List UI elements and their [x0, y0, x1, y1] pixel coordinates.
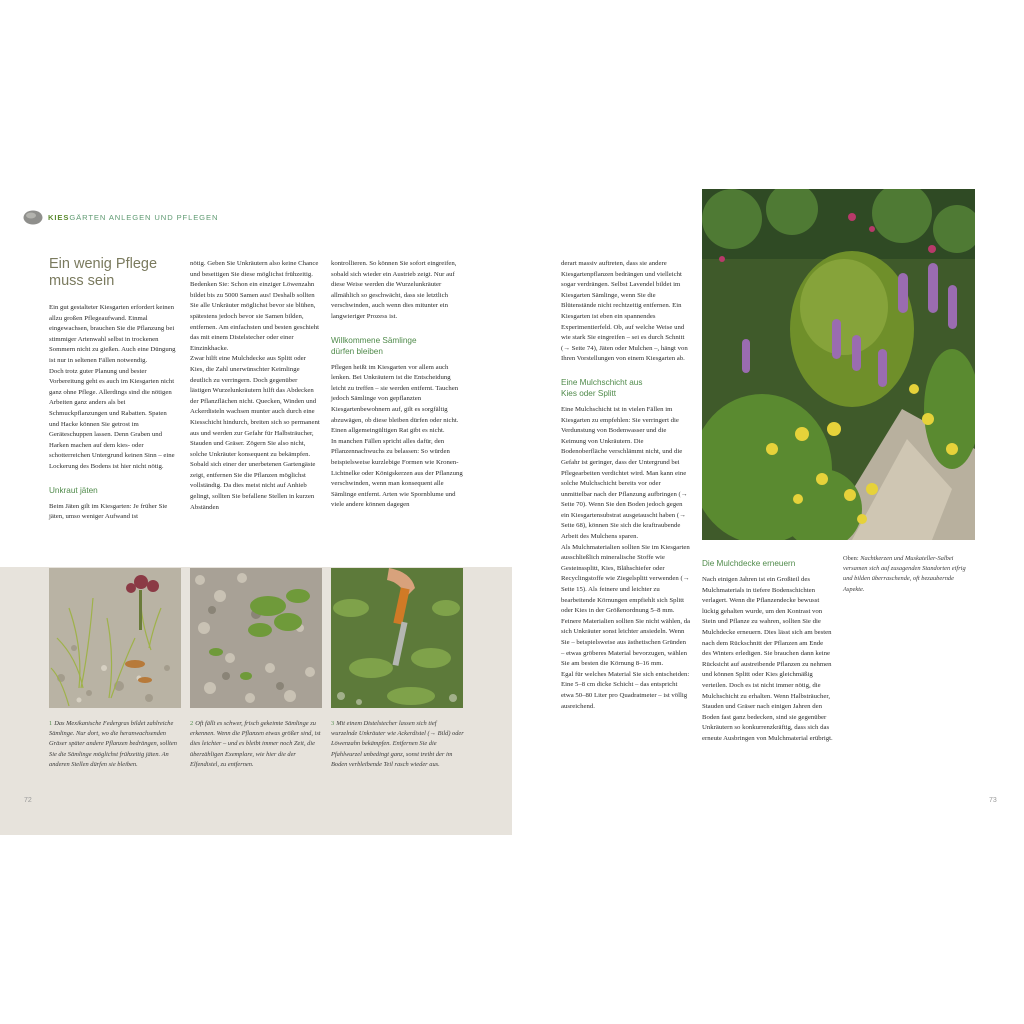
subheading-line: Die Mulchdecke erneuern	[702, 559, 796, 568]
paragraph: kontrollieren. So können Sie sofort eingreifen, sobald sich wieder ein Austrieb zeigt. Nur auf diese Weise werden die Wurzelunkräuter allmählich so geschwächt, dass sie letztlich verschwinden, auch wenn dies mitunter ein langwieriger Prozess ist.	[331, 260, 457, 320]
right-column-1	[561, 259, 691, 712]
caption-label: Oben:	[843, 555, 859, 562]
paragraph: Beim Jäten gilt im Kiesgarten: Je früher Sie jäten, umso weniger Aufwand ist	[49, 502, 168, 521]
caption-text: Das Mexikanische Federgras bildet zahlreiche Sämlinge. Nur dort, wo die heranwachsenden Gräser später andere Pflanzen bedrängen, sollten Sie die Sämlinge möglichst frühzeitig jäten. An anderen Stellen dürfen sie bleiben.	[49, 720, 177, 768]
caption-number: 2	[190, 720, 194, 727]
photo-distelstecher	[331, 568, 463, 708]
page-number-left: 72	[24, 797, 32, 804]
caption-1	[49, 719, 182, 770]
subheading-line: Willkommene Sämlinge	[331, 335, 417, 345]
photo-saemlinge	[190, 568, 322, 708]
paragraph: Zwar hilft eine Mulchdecke aus Splitt oder Kies, die Zahl unerwünschter Keimlinge deutlich zu verringern. Doch gegenüber lästigen Wurzelunkräutern hilft das Abdecken der Pflanzflächen nicht. Quecken, Winden und Ackerdisteln wachsen munter auch durch eine Kiesschicht hindurch, breiten sich so permanent aus und werden zur Gefahr für Halbsträucher, Stauden und Gräser. Zögern Sie also nicht, solche Unkräuter konsequent zu bekämpfen. Sobald sich einer der unerbetenen Gartengäste zeigt, entfernen Sie die Pflanzen möglichst vollständig. Da dies meist nicht auf Anhieb gelingt, sollten Sie befallene Stellen in kurzen Abständen	[190, 355, 320, 511]
subheading-line: dürfen bleiben	[331, 346, 383, 356]
right-column-2	[702, 575, 833, 745]
caption-text: Mit einem Distelstecher lassen sich tief wurzelnde Unkräuter wie Ackerdistel (→ Bild) oder Löwenzahn bekämpfen. Entfernen Sie die Pfahlwurzel unbedingt ganz, sonst treibt der im Boden verbleibende Teil rasch wieder aus.	[331, 720, 464, 768]
paragraph: Doch trotz guter Planung und bester Vorbereitung geht es auch im Kiesgarten nicht ganz ohne Pflege. Allerdings sind die nötigen Arbeiten ganz anders als bei Schmuckpflanzungen und Rabatten. Spaten und Hacke können Sie getrost im Geräteschuppen lassen. Denn Graben und Harken machen auf dem kies- oder schotterreichen Untergrund keinen Sinn – eine Lockerung des Bodens ist hier nicht nötig.	[49, 367, 175, 470]
subheading-line: Kies oder Splitt	[561, 388, 617, 398]
title-line-1: Ein wenig Pflege	[49, 256, 158, 272]
left-column-3	[331, 259, 463, 511]
paragraph: Als Mulchmaterialien sollten Sie im Kiesgarten ausschließlich mineralische Stoffe wie Gesteinssplitt, Kies, Blähschiefer oder Recyclingstoffe wie Ziegelsplitt verwenden (→ Seite 15). Als feinere und leichter zu bearbeitende Körnungen empfiehlt sich Splitt oder Kies in der Größenordnung 5–8 mm. Feinere Materialien sollten Sie nicht wählen, da sich Unkräuter sonst leichter ansiedeln. Wenn Sie – beispielsweise aus ästhetischen Gründen – etwas gröberes Material bevorzugen, wählen Sie am besten die Körnung 8–16 mm.	[561, 543, 691, 668]
paragraph: In manchen Fällen spricht alles dafür, den Pflanzennachwuchs zu belassen: So würden beispielsweise kurzlebige Formen wie Kronen-Lichtnelke oder Königskerzen aus der Pflanzung verschwinden, wenn man konsequent alle Sämlinge entfernt. Arten wie Spornblume und viele andere können dagegen	[331, 437, 463, 509]
caption-number: 1	[49, 720, 53, 727]
page-number-right: 73	[989, 797, 997, 804]
running-header	[48, 213, 218, 222]
paragraph: Pflegen heißt im Kiesgarten vor allem auch lenken. Bei Unkräutern ist die Entscheidung leicht zu treffen – sie werden entfernt. Tauchen jedoch Sämlinge von gepflanzten Kiesgartenbewohnern auf, gilt es sorgfältig abzuwägen, ob diese bleiben dürfen oder nicht. Einen allgemeingültigen Rat gibt es nicht.	[331, 363, 459, 435]
paragraph: derart massiv auftreten, dass sie andere Kiesgartenpflanzen bedrängen und vielleicht sogar verdrängen. Selbst Lavendel bildet im Kiesgarten Sämlinge, wenn Sie die Blütenstände nicht rechtzeitig entfernen. Ein Kiesgarten ist eben ein spannendes Experimentierfeld. Ob, auf welche Weise und wie stark Sie eingreifen – sei es durch Schnitt (→ Seite 74), Jäten oder Mulchen –, hängt von Ihren Vorstellungen von einem Kiesgarten ab.	[561, 260, 688, 363]
subheading-line: Eine Mulchschicht aus	[561, 377, 643, 387]
title-line-2: muss sein	[49, 273, 115, 289]
caption-text: Nachtkerzen und Muskateller-Salbei versamen sich auf zusagenden Standorten eifrig und bilden überraschende, oft bezaubernde Aspekte.	[843, 555, 966, 593]
photo-federgras	[49, 568, 181, 708]
caption-number: 3	[331, 720, 335, 727]
header-rest: GÄRTEN ANLEGEN UND PFLEGEN	[69, 213, 219, 222]
subheading-unkraut: Unkraut jäten	[49, 485, 98, 495]
left-column-2	[190, 259, 320, 513]
caption-2	[190, 719, 323, 770]
pebble-icon	[22, 208, 44, 226]
photo-kiesgarten	[702, 189, 975, 540]
caption-3	[331, 719, 464, 770]
paragraph: Egal für welches Material Sie sich entscheiden: Eine 5–8 cm dicke Schicht – das entspricht etwa 50–80 Liter pro Quadratmeter – ist völlig ausreichend.	[561, 670, 690, 710]
page-title	[49, 256, 157, 290]
header-bold: KIES	[48, 213, 70, 222]
paragraph: nötig. Geben Sie Unkräutern also keine Chance und beseitigen Sie diese möglichst frühzeitig. Bedenken Sie: Schon ein einziger Löwenzahn bildet bis zu 5000 Samen aus! Deshalb sollten Sie alle Unkräuter möglichst bevor sie blühen, spätestens jedoch bevor sie Samen bilden, entfernen. Am einfachsten und besten geschieht das mit einem Distelstecher oder einer Einzinkhacke.	[190, 260, 319, 352]
photo-caption	[843, 554, 967, 595]
subheading-mulchschicht	[561, 377, 691, 399]
left-column-1	[49, 303, 177, 523]
caption-text: Oft fällt es schwer, frisch gekeimte Sämlinge zu erkennen. Wenn die Pflanzen etwas größer sind, ist dies leichter – und es bleibt immer noch Zeit, die überzähligen Exemplare, wie hier die der Elfendistel, zu entfernen.	[190, 720, 321, 768]
subheading-saemlinge	[331, 335, 463, 357]
subheading-mulchdecke	[702, 558, 832, 575]
paragraph: Eine Mulchschicht ist in vielen Fällen im Kiesgarten zu empfehlen: Sie verringert die Verdunstung von Bodenwasser und die Keimung von Unkräutern. Die Bodenoberfläche verschlämmt nicht, und die Gefahr ist geringer, dass der Untergrund bei Pflegearbeiten verdichtet wird. Man kann eine solche Mulchschicht bereits vor oder unmittelbar nach der Pflanzung aufbringen (→ Seite 70). Wenn Sie den Boden jedoch gegen ein Kiesgartensubstrat ausgetauscht haben (→ Seite 68), können Sie sich die kraftraubende Arbeit des Mulchens sparen.	[561, 405, 688, 541]
paragraph: Nach einigen Jahren ist ein Großteil des Mulchmaterials in tiefere Bodenschichten verlagert. Wenn die Pflanzendecke bewusst lückig gehalten wurde, um den Kontrast von Stein und Pflanze zu wahren, sollten Sie die Mulchdecke erneuern. Dies lässt sich am besten nach dem Rückschnitt der Pflanzen am Ende des Winters erledigen. Sie brauchen dann keine Rücksicht auf austreibende Pflanzen zu nehmen und können Splitt oder Kies gleichmäßig verteilen. Doch es ist nicht immer nötig, die Mulchschicht zu erhalten. Wenn Halbsträucher, Stauden und Gräser nach einigen Jahren den Boden fast ganz bedecken, sind sie gegenüber Unkräutern so konkurrenzkräftig, dass sich das erneute Ausbringen von Mulchmaterial erübrigt.	[702, 576, 833, 742]
paragraph: Ein gut gestalteter Kiesgarten erfordert keinen allzu großen Pflegeaufwand. Einmal eingewachsen, brauchen Sie die Pflanzung bei stimmiger Artenwahl selbst in trockenen Sommern nicht zu gießen. Auch eine Düngung ist nur in seltenen Fällen notwendig.	[49, 304, 176, 364]
